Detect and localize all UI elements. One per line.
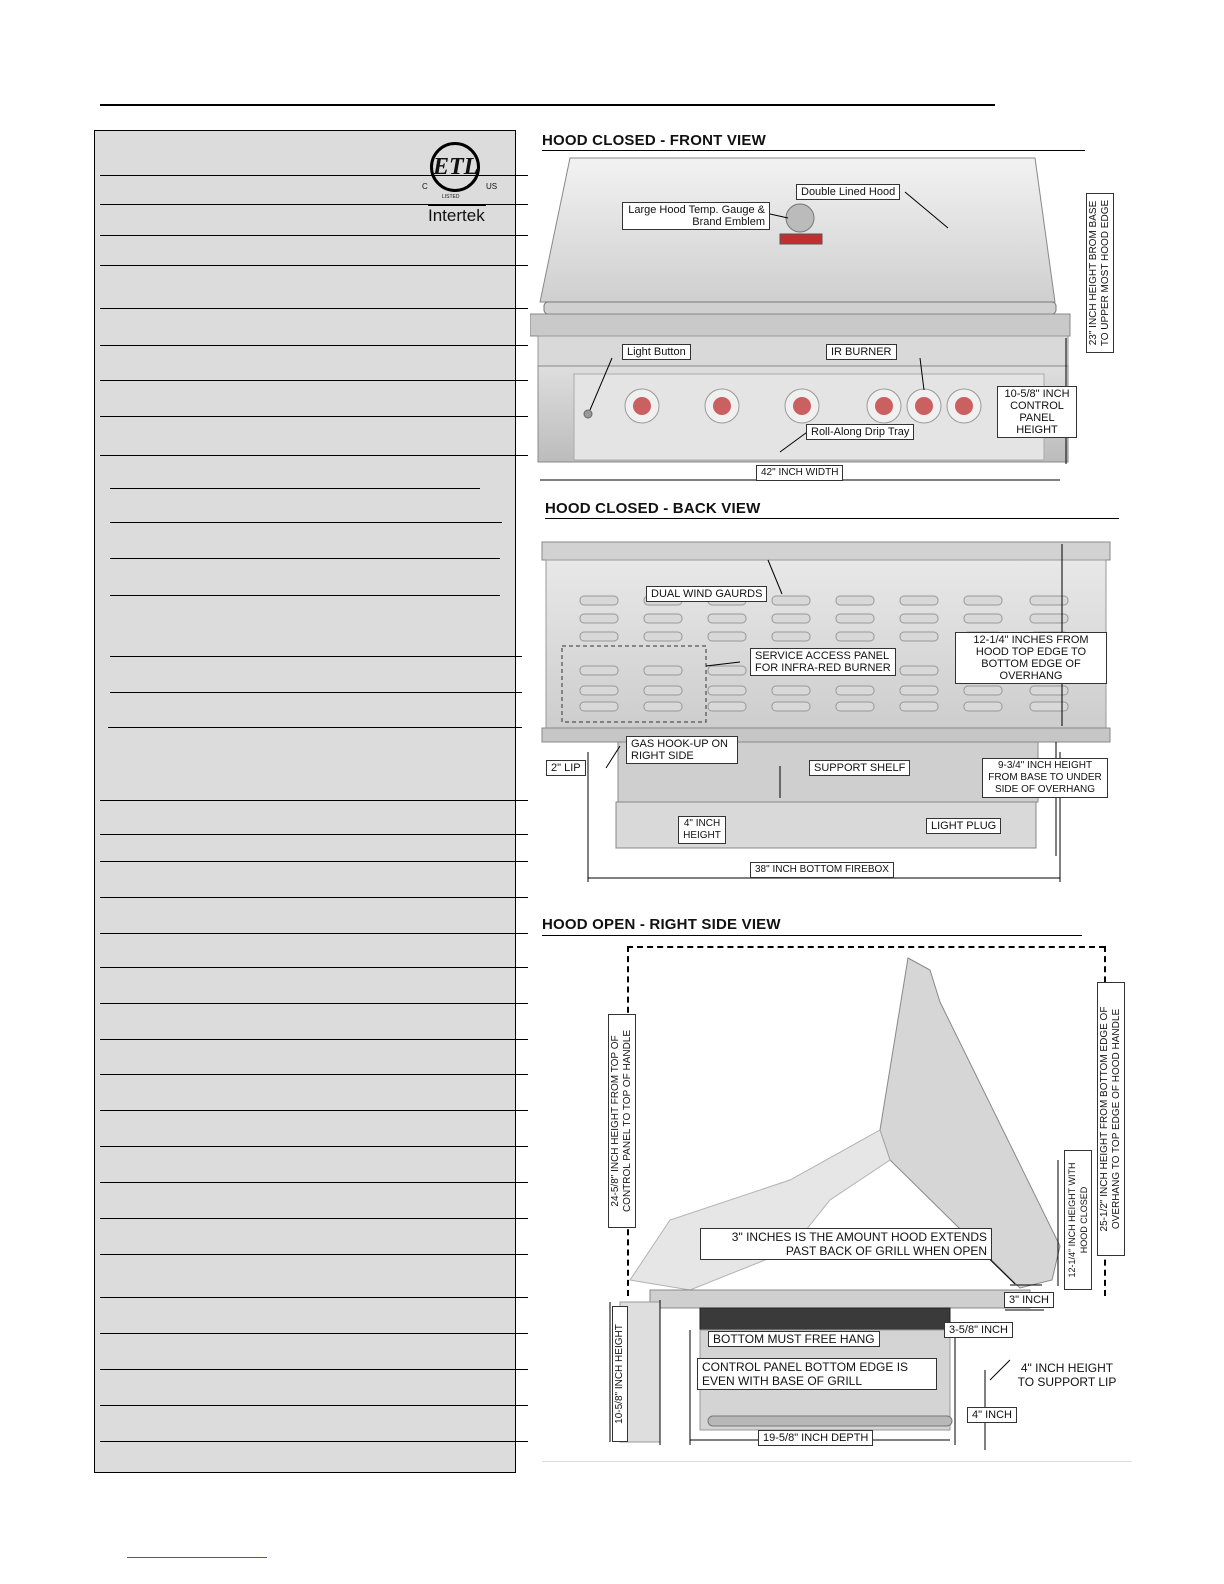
spec-row-line xyxy=(100,933,528,934)
label-four-inch-height: 4" INCH HEIGHT xyxy=(678,816,726,844)
side-view-title: HOOD OPEN - RIGHT SIDE VIEW xyxy=(542,916,781,933)
spec-row-line xyxy=(100,1254,528,1255)
label-lip: 2" LIP xyxy=(546,760,586,776)
label-total-height: 23" INCH HEIGHT BROM BASE TO UPPER MOST HOOD EDGE xyxy=(1086,193,1114,353)
label-service-panel: SERVICE ACCESS PANEL FOR INFRA-RED BURNER xyxy=(750,648,896,676)
brand-emblem xyxy=(780,234,822,244)
spec-row-line xyxy=(100,897,528,898)
spec-row-line xyxy=(110,692,522,693)
etl-c-mark: C xyxy=(422,182,428,191)
spec-row-line xyxy=(100,1218,528,1219)
label-three-inch: 3" INCH xyxy=(1004,1292,1054,1308)
label-wind-guards: DUAL WIND GAURDS xyxy=(646,586,767,602)
spec-row-line xyxy=(100,1110,528,1111)
spec-row-line xyxy=(100,308,528,309)
label-support-lip: 4" INCH HEIGHT TO SUPPORT LIP xyxy=(1017,1361,1117,1389)
label-support-shelf: SUPPORT SHELF xyxy=(809,760,910,776)
spec-row-line xyxy=(100,265,528,266)
spec-row-line xyxy=(100,800,528,801)
etl-listed-text: LISTED xyxy=(442,194,460,200)
label-double-lined-hood: Double Lined Hood xyxy=(796,184,900,200)
spec-row-line xyxy=(100,235,528,236)
label-gas-hookup: GAS HOOK-UP ON RIGHT SIDE xyxy=(626,736,738,764)
label-panel-to-handle: 24-5/8" INCH HEIGHT FROM TOP OF CONTROL PANEL TO TOP OF HANDLE xyxy=(608,1014,636,1228)
spec-row-line xyxy=(110,558,500,559)
label-drip-tray: Roll-Along Drip Tray xyxy=(806,424,914,440)
spec-row-line xyxy=(100,1405,528,1406)
spec-row-line xyxy=(110,595,500,596)
spec-row-line xyxy=(100,967,528,968)
spec-row-line xyxy=(100,1146,528,1147)
spec-row-line xyxy=(108,727,522,728)
spec-row-line xyxy=(100,834,528,835)
top-dimension-dashed xyxy=(627,946,1105,948)
hood-handle xyxy=(544,302,1056,314)
temp-gauge-icon xyxy=(786,204,814,232)
side-view-bottom-rule xyxy=(542,1461,1132,1462)
spec-row-line xyxy=(110,656,522,657)
front-view-rule xyxy=(542,150,1085,151)
spec-row-line xyxy=(100,455,528,456)
label-light-plug: LIGHT PLUG xyxy=(926,818,1001,834)
spec-row-line xyxy=(100,1369,528,1370)
wind-guards xyxy=(542,542,1110,560)
label-hood-to-overhang: 12-1/4" INCHES FROM HOOD TOP EDGE TO BOTTOM EDGE OF OVERHANG xyxy=(955,632,1107,684)
spec-row-line xyxy=(100,1003,528,1004)
spec-row-line xyxy=(110,488,480,489)
spec-row-line xyxy=(100,1441,528,1442)
footer-link-underline[interactable] xyxy=(127,1557,267,1558)
label-four-inch: 4" INCH xyxy=(967,1407,1017,1423)
spec-row-line xyxy=(100,1182,528,1183)
label-ir-burner: IR BURNER xyxy=(826,344,897,360)
label-free-hang: BOTTOM MUST FREE HANG xyxy=(708,1331,880,1347)
label-overhang-to-handle: 25-1/2" INCH HEIGHT FROM BOTTOM EDGE OF OVERHANG TO TOP EDGE OF HOOD HANDLE xyxy=(1097,982,1125,1256)
spec-row-line xyxy=(100,1297,528,1298)
light-button-icon xyxy=(584,410,592,418)
label-panel-height: 10-5/8" INCH HEIGHT xyxy=(612,1306,628,1442)
header-rule xyxy=(100,104,995,106)
label-hood-extends: 3" INCHES IS THE AMOUNT HOOD EXTENDS PAST BACK OF GRILL WHEN OPEN xyxy=(700,1228,992,1260)
etl-listed-logo xyxy=(420,142,500,232)
intertek-brand: Intertek xyxy=(428,206,485,225)
label-control-panel-height: 10-5/8" INCH CONTROL PANEL HEIGHT xyxy=(997,386,1077,438)
etl-circle-icon: ETL xyxy=(430,142,480,192)
spec-row-line xyxy=(100,861,528,862)
back-view-rule xyxy=(545,518,1119,519)
spec-row-line xyxy=(100,1074,528,1075)
spec-row-line xyxy=(100,1039,528,1040)
label-depth: 19-5/8" INCH DEPTH xyxy=(758,1430,873,1446)
back-view-title: HOOD CLOSED - BACK VIEW xyxy=(545,500,761,517)
label-temp-gauge: Large Hood Temp. Gauge & Brand Emblem xyxy=(622,202,770,230)
grill-lip xyxy=(700,1308,950,1330)
label-hood-closed: 12-1/4" INCH HEIGHT WITH HOOD CLOSED xyxy=(1064,1150,1092,1290)
label-control-panel-bottom: CONTROL PANEL BOTTOM EDGE IS EVEN WITH BASE OF GRILL xyxy=(697,1358,937,1390)
grill-top xyxy=(650,1290,1030,1308)
etl-us-mark: US xyxy=(486,182,498,191)
specification-panel xyxy=(94,130,516,1473)
label-light-button: Light Button xyxy=(622,344,691,360)
label-width: 42" INCH WIDTH xyxy=(756,465,843,481)
spec-row-line xyxy=(100,416,528,417)
label-three-five-eighths: 3-5/8" INCH xyxy=(944,1322,1013,1338)
label-bottom-firebox: 38" INCH BOTTOM FIREBOX xyxy=(750,862,894,878)
spec-row-line xyxy=(100,1333,528,1334)
side-view-rule xyxy=(542,935,1082,936)
front-view-title: HOOD CLOSED - FRONT VIEW xyxy=(542,132,766,149)
back-view-illustration xyxy=(540,536,1120,886)
spec-row-line xyxy=(110,522,502,523)
label-overhang-height: 9-3/4" INCH HEIGHT FROM BASE TO UNDER SIDE OF OVERHANG xyxy=(982,758,1108,798)
spec-row-line xyxy=(100,345,528,346)
spec-row-line xyxy=(100,380,528,381)
